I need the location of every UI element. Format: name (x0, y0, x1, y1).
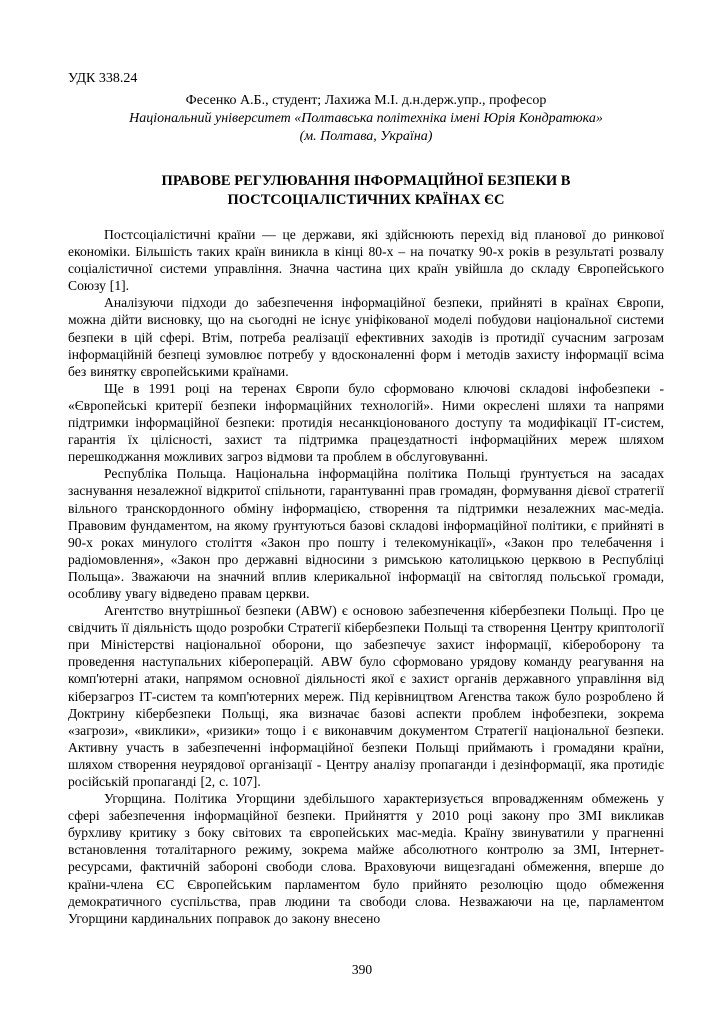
paragraph-1991-criteria: Ще в 1991 році на теренах Європи було сформовано ключові складові інфобезпеки - «Європейські критерії безпеки інформаційних технологій». Ними окреслені шляхи та напрями підтримки інформаційної безпеки: протидія несанкціонованого доступу та модифікації ІТ-систем, гарантія їх цілісності, захист та підтримка працездатності інформаційних мереж шляхом перешкоджання можливих загроз відмови та проблем в обслуговуванні. (68, 380, 664, 465)
paragraph-abw-agency: Агентство внутрішньої безпеки (ABW) є основою забезпечення кібербезпеки Польщі. Про це свідчить її діяльність щодо розробки Стратегії кібербезпеки Польщі та створення Центру криптології при Міністерстві національної оборони, що забезпечує захист інформації, кібероборону та проведення наступальних кібероперацій. ABW було сформовано урядову команду реагування на комп'ютерні атаки, напрямом основної діяльності якої є захист органів державного управління від кіберзагроз ІТ-систем та комп'ютерних мереж. Під керівництвом Агенства також було розроблено й Доктрину кібербезпеки Польщі, яка визначає базові аспекти проблем інфобезпеки, зокрема «загрози», «виклики», «ризики» тощо і є виконавчим документом Стратегії національної безпеки. Активну участь в забезпеченні інформаційної безпеки Польщі приймають і громадяни країни, шляхом створення неурядової організації - Центру аналізу пропаганди і дезінформації, яка протидіє російській пропаганді [2, с. 107]. (68, 603, 664, 789)
paper-body (68, 226, 664, 927)
paragraph-hungary: Угорщина. Політика Угорщини здебільшого характеризується впровадженням обмежень у сфері забезпечення інформаційної безпеки. Прийняття у 2010 році закону про ЗМІ викликав бурхливу критику з боку світових та європейських мас-медіа. Країну звинуватили у прагненні встановлення тоталітарного режиму, зокрема майже абсолютного контролю за ЗМІ, Інтернет-ресурсами, фактичній забороні свободи слова. Враховуючи вищезгадані обмеження, вперше до країни-члена ЄС Європейським парламентом було прийнято резолюцію щодо обмеження демократичного суспільства, прав людини та свободи слова. Незважаючи на це, парламентом Угорщини кардинальних поправок до закону внесено (68, 791, 664, 926)
udc-code: УДК 338.24 (68, 71, 138, 86)
paper-title: ПРАВОВЕ РЕГУЛЮВАННЯ ІНФОРМАЦІЙНОЇ БЕЗПЕКИ В ПОСТСОЦІАЛІСТИЧНИХ КРАЇНАХ ЄС (161, 173, 571, 208)
authors-line: Фесенко А.Б., студент; Лахижа М.І. д.н.держ.упр., професор (185, 93, 547, 108)
affiliation-line: Національний університет «Полтавська політехніка імені Юрія Кондратюка» (129, 111, 603, 126)
paragraph-intro: Постсоціалістичні країни — це держави, які здійснюють перехід від планової до ринкової економіки. Більшість таких країн виникла в кінці 80-х – на початку 90-х років в результаті розвалу соціалістичної системи управління. Значна частина цих країн увійшла до складу Європейського Союзу [1]. (68, 227, 664, 294)
location-line: (м. Полтава, Україна) (299, 129, 433, 144)
page-number: 390 (351, 962, 373, 977)
paragraph-analysis: Аналізуючи підходи до забезпечення інформаційної безпеки, прийняті в країнах Європи, можна дійти висновку, що на сьогодні не існує уніфікованої моделі побудови національної системи безпеки в цій сфері. Втім, потреба реалізації ефективних заходів із протидії сучасним загрозам інформаційній безпеці зумовлює потребу у вдосконаленні форм і методів захисту інформації всіма без винятку європейськими країнами. (68, 295, 664, 379)
paragraph-poland-policy: Республіка Польща. Національна інформаційна політика Польщі ґрунтується на засадах заснування незалежної відкритої спільноти, гарантуванні прав громадян, формування дієвої стратегії вільного транскордонного обміну інформацією, створення та підтримки незалежних мас-медіа. Правовим фундаментом, на якому ґрунтуються базові складові інформаційної політики, є прийняті в 90-х роках минулого століття «Закон про пошту і телекомунікації», «Закон про телебачення і радіомовлення», «Закон про державні відносини з римською католицькою церквою в Республіці Польща». Зважаючи на значний вплив клерикальної інформації на світогляд польської громади, особливу увагу відведено правам церкви. (68, 466, 664, 601)
